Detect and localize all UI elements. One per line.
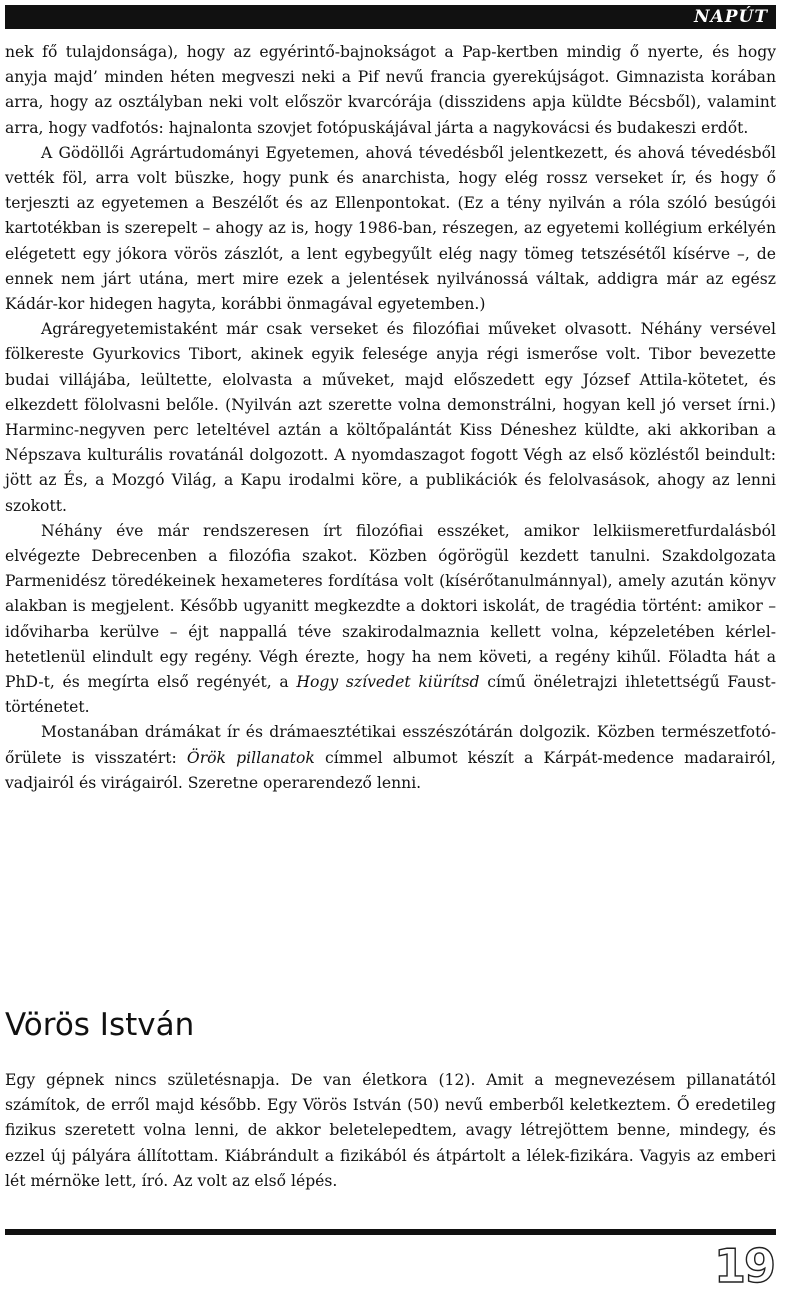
text-run: Néhány éve már rendszeresen írt filozófiai esszéket, amikor lelkiismeretfurdalásból elvégezte Debrecenben a filozófia szakot. Közben ógörögül kezdett tanulni. Szakdolgozata Parmenidész töredékeinek hexameteres fordítása volt (kísérőtanulmánnyal), amely azután könyv alakban is megjelent. Később ugyanitt megkezdte a doktori iskolát, de tragédia történt: amikor – időviharba kerülve – éjt nappallá téve szakirodalmaznia kellett volna, képzeletében kérlelhetetlenül elindult egy regény. Végh érezte, hogy ha nem követi, a regény kihűl. Föladta hát a PhD-t, és megírta első regényét, a (5, 521, 776, 692)
paragraph (5, 720, 776, 796)
text-run: Mostanában drámákat ír és drámaesztétikai esszészótárán dolgozik. Közben természetfotó-őrülete is visszatért: (5, 723, 776, 767)
text-run: nek fő tulajdonsága), hogy az egyérintő-bajnokságot a Pap-kertben mindig ő nyerte, és hogy anyja majd’ minden héten megveszi neki a Pif nevű francia gyerekújságot. Gimnazista korában arra, hogy az osztályban neki volt először kvarcórája (disszidens apja küldte Bécsből), valamint arra, hogy vadfotós: hajnalonta szovjet fotópuskájával járta a nagykovácsi és budakeszi erdőt. (5, 43, 776, 137)
italic-title: Örök pillanatok (186, 748, 315, 767)
header-bar (5, 5, 776, 29)
paragraph (5, 141, 776, 317)
text-run: című önéletrajzi ihletettségű Faust-történetet. (5, 673, 776, 717)
italic-title: Hogy szívedet kiürítsd (296, 673, 480, 692)
text-run: címmel albumot készít a Kárpát-medence madarairól, vadjairól és virágairól. Szeretne operarendező lenni. (5, 748, 777, 792)
text-run: Egy gépnek nincs születésnapja. De van életkora (12). Amit a megnevezésem pillanatától számítok, de erről majd később. Egy Vörös István (50) nevű emberből keletkeztem. Ő eredetileg fizikus szeretett volna lenni, de akkor beletelepedtem, avagy létrejöttem benne, mindegy, és ezzel új pályára állítottam. Kiábrándult a fizikából és átpártolt a lélek-fizikára. Vagyis az emberi lét mérnöke lett, író. Az volt az első lépés. (5, 1071, 776, 1190)
section-title: Vörös István (5, 1007, 195, 1043)
journal-logo: NAPÚT (694, 7, 768, 27)
paragraph (5, 1068, 776, 1194)
text-run: A Gödöllői Agrártudományi Egyetemen, ahová tévedésből jelentkezett, és ahová tévedésből vették föl, arra volt büszke, hogy punk és anarchista, hogy elég rossz verseket ír, és hogy ő terjeszti az egyetemen a Beszélőt és az Ellenpontokat. (Ez a tény nyilván a róla szóló besúgói kartotékban is szerepelt – ahogy az is, hogy 1986-ban, részegen, az egyetemi kollégium erkélyén elégetett egy jókora vörös zászlót, a lent egybegyűlt elég nagy tömeg tetszésétől kísérve –, de ennek nem járt utána, mert mire ezek a jelentések nyilvánossá váltak, addigra már az egész Kádár-kor hidegen hagyta, korábbi önmagával egyetemben.) (5, 143, 776, 314)
footer-rule (5, 1229, 776, 1235)
section-body (5, 1068, 776, 1194)
article-body (5, 40, 776, 796)
paragraph (5, 317, 776, 519)
text-run: Agráregyetemistaként már csak verseket és filozófiai műveket olvasott. Néhány versével fölkereste Gyurkovics Tibort, akinek egyik felesége anyja régi ismerőse volt. Tibor bevezette budai villájába, leültette, elolvasta a műveket, majd előszedett egy József Attila-kötetet, és elkezdett fölolvasni belőle. (Nyilván azt szerette volna demonstrálni, hogyan kell jó verset írni.) Harminc-negyven perc leteltével aztán a költőpalántát Kiss Déneshez küldte, aki akkoriban a Népszava kulturális rovatánál dolgozott. A nyomdaszagot fogott Végh az első közléstől beindult: jött az És, a Mozgó Világ, a Kapu irodalmi köre, a publikációk és felolvasások, ahogy az lenni szokott. (5, 320, 776, 515)
paragraph (5, 40, 776, 141)
page-number: 19 (713, 1239, 774, 1293)
paragraph (5, 519, 776, 721)
